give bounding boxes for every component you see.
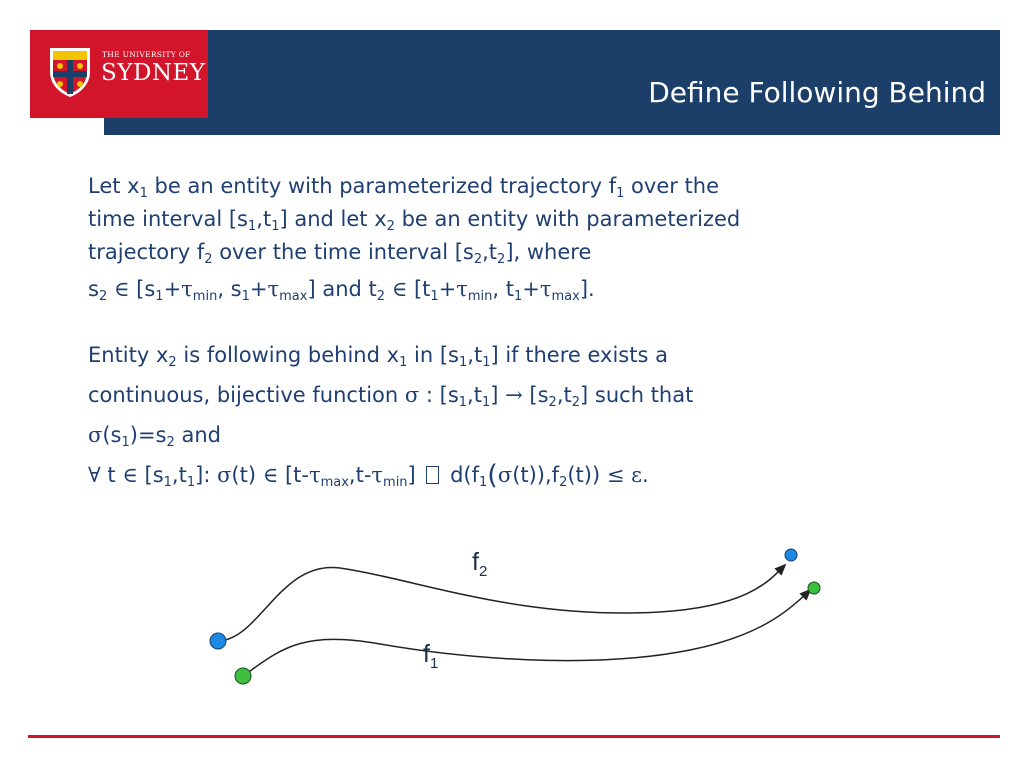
trajectory-f2-curve	[218, 565, 785, 641]
para2-line2: continuous, bijective function σ : $[s_1,t_1] \to [s_2,t_2]$ such that	[88, 383, 694, 410]
f2-label: $f_2$	[472, 548, 488, 580]
header-bar	[104, 30, 1000, 135]
f2-end-point	[785, 549, 797, 561]
logo-small-text: THE UNIVERSITY OF	[102, 50, 191, 59]
para1-line3: trajectory $f_2$ over the time interval $[s_2,t_2]$, where	[88, 240, 592, 267]
f1-end-point	[808, 582, 820, 594]
footer-divider	[28, 735, 1000, 738]
para1-line1: Let $x_1$ be an entity with parameterized trajectory $f_1$ over the	[88, 174, 720, 201]
para1-line4: $s_2$ ∈ [$s_1+\tau_{min}$, $s_1+\tau_{max}$] and $t_2$ ∈ [$t_1+\tau_{min}$, $t_1+\tau_{max}$].	[88, 277, 595, 304]
slide-content	[88, 170, 948, 495]
shield-icon	[48, 46, 92, 98]
para2-line3: $\sigma(s_1)=s_2$ and	[88, 423, 221, 450]
missing-glyph-icon	[426, 466, 439, 484]
f1-label: $f_1$	[423, 640, 439, 672]
f2-start-point	[210, 633, 226, 649]
para1-line2: time interval $[s_1,t_1]$ and let $x_2$ be an entity with parameterized	[88, 207, 741, 234]
f1-start-point	[235, 668, 251, 684]
para2-line1: Entity $x_2$ is following behind $x_1$ in $[s_1,t_1]$ if there exists a	[88, 343, 668, 370]
trajectory-f1-curve	[243, 590, 810, 676]
trajectory-diagram	[200, 540, 840, 700]
para2-line4: ∀ t ∈ $[s_1,t_1]$: σ(t) ∈ $[t-\tau_{max},t-\tau_{min}] d(f_1(\sigma(t)),f_2(t)) \le \varepsilon$.	[88, 460, 649, 491]
page-title: Define Following Behind	[648, 76, 986, 109]
logo-big-text: SYDNEY	[101, 60, 206, 86]
university-logo	[30, 30, 208, 118]
